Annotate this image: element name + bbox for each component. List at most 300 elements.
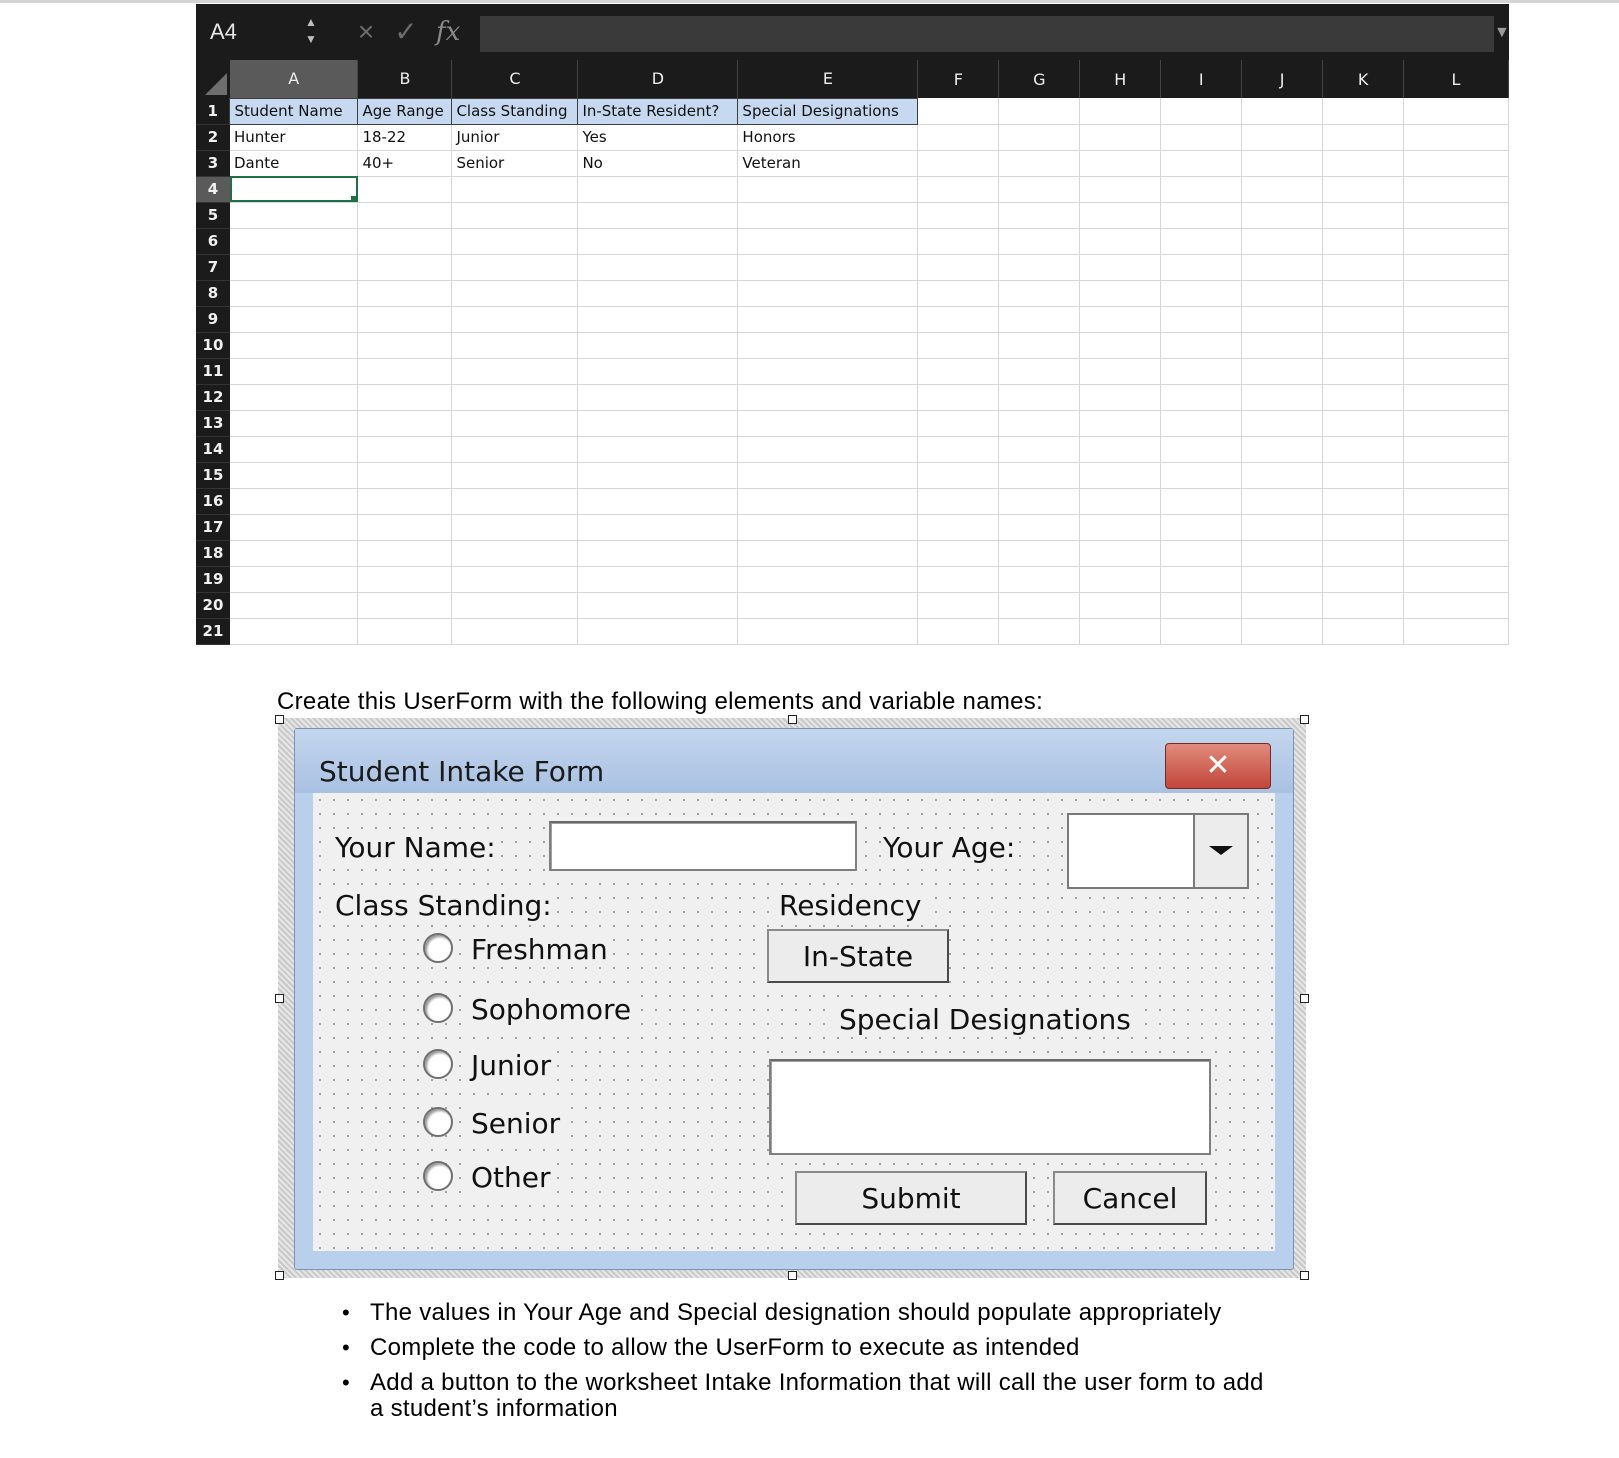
cell[interactable] (1242, 540, 1323, 566)
cell[interactable] (1161, 488, 1242, 514)
cell[interactable] (1161, 150, 1242, 176)
cell[interactable] (999, 384, 1080, 410)
cell[interactable] (358, 332, 452, 358)
cell[interactable] (999, 150, 1080, 176)
cell[interactable] (358, 176, 452, 202)
cell[interactable] (452, 332, 578, 358)
cell[interactable] (918, 384, 999, 410)
confirm-edit-icon[interactable]: ✓ (394, 16, 418, 47)
cell[interactable] (1080, 358, 1161, 384)
cell[interactable] (1404, 514, 1509, 540)
cell[interactable] (578, 332, 738, 358)
cell[interactable]: Senior (452, 150, 578, 176)
cell[interactable] (230, 540, 358, 566)
row-header[interactable]: 8 (196, 280, 230, 306)
cell[interactable] (1161, 254, 1242, 280)
cell[interactable] (452, 358, 578, 384)
cancel-button[interactable]: Cancel (1053, 1171, 1207, 1225)
cell[interactable] (230, 384, 358, 410)
column-header[interactable]: C (452, 60, 578, 98)
cell[interactable] (1242, 228, 1323, 254)
cell[interactable] (230, 254, 358, 280)
cell[interactable] (578, 514, 738, 540)
cell[interactable] (1242, 358, 1323, 384)
row-header[interactable]: 19 (196, 566, 230, 592)
cell[interactable] (578, 384, 738, 410)
cell[interactable] (1323, 488, 1404, 514)
cell[interactable] (918, 176, 999, 202)
row-header[interactable]: 18 (196, 540, 230, 566)
expand-formula-bar-icon[interactable]: ▼ (1494, 24, 1510, 41)
row-header[interactable]: 17 (196, 514, 230, 540)
cell[interactable] (1404, 410, 1509, 436)
cell[interactable] (452, 228, 578, 254)
cell[interactable] (230, 592, 358, 618)
cell[interactable] (1404, 436, 1509, 462)
cell[interactable] (1161, 514, 1242, 540)
cell[interactable] (1242, 618, 1323, 644)
cell[interactable] (1323, 150, 1404, 176)
resize-handle[interactable] (1300, 1271, 1309, 1280)
cell[interactable] (1242, 436, 1323, 462)
cell[interactable] (999, 98, 1080, 124)
cell[interactable] (1242, 176, 1323, 202)
cell[interactable] (1080, 462, 1161, 488)
column-header[interactable]: E (738, 60, 918, 98)
cell[interactable] (918, 150, 999, 176)
column-header[interactable]: I (1161, 60, 1242, 98)
cell[interactable] (1242, 488, 1323, 514)
cell[interactable] (918, 514, 999, 540)
cell[interactable] (1323, 332, 1404, 358)
column-header[interactable]: G (999, 60, 1080, 98)
cell[interactable] (1404, 566, 1509, 592)
cell[interactable] (1161, 384, 1242, 410)
row-header[interactable]: 5 (196, 202, 230, 228)
row-header[interactable]: 21 (196, 618, 230, 644)
cell[interactable] (738, 254, 918, 280)
cell[interactable] (1161, 176, 1242, 202)
cell[interactable] (1080, 514, 1161, 540)
cell[interactable] (918, 98, 999, 124)
cell[interactable] (738, 280, 918, 306)
name-box-stepper-icon[interactable]: ▲ ▼ (305, 15, 317, 46)
cell[interactable] (358, 280, 452, 306)
cell[interactable] (358, 436, 452, 462)
cell[interactable] (918, 436, 999, 462)
cell[interactable] (1080, 228, 1161, 254)
cell[interactable] (1242, 592, 1323, 618)
cell[interactable] (918, 462, 999, 488)
column-header[interactable]: K (1323, 60, 1404, 98)
cell[interactable] (738, 514, 918, 540)
cell[interactable] (1080, 618, 1161, 644)
row-header[interactable]: 16 (196, 488, 230, 514)
cell[interactable] (1242, 462, 1323, 488)
row-header[interactable]: 13 (196, 410, 230, 436)
cell[interactable] (358, 358, 452, 384)
cell[interactable] (1080, 488, 1161, 514)
cell[interactable] (1323, 280, 1404, 306)
cell[interactable] (1323, 202, 1404, 228)
cell[interactable] (999, 176, 1080, 202)
cell[interactable] (578, 566, 738, 592)
cell[interactable] (358, 254, 452, 280)
cell[interactable] (999, 332, 1080, 358)
cell[interactable] (358, 410, 452, 436)
cell[interactable] (1323, 254, 1404, 280)
cell[interactable] (738, 202, 918, 228)
cell[interactable] (999, 488, 1080, 514)
cell[interactable] (452, 488, 578, 514)
cell[interactable] (738, 462, 918, 488)
row-header[interactable]: 4 (196, 176, 230, 202)
cell[interactable] (1404, 98, 1509, 124)
cell[interactable] (1323, 384, 1404, 410)
cell[interactable] (1161, 228, 1242, 254)
cell[interactable] (1161, 462, 1242, 488)
cell[interactable] (1323, 124, 1404, 150)
cell[interactable] (1161, 202, 1242, 228)
cell[interactable] (1323, 410, 1404, 436)
cell[interactable] (1323, 566, 1404, 592)
cell[interactable] (738, 228, 918, 254)
cell[interactable] (918, 306, 999, 332)
cell[interactable] (1161, 358, 1242, 384)
cell[interactable] (999, 514, 1080, 540)
cell[interactable] (918, 566, 999, 592)
cell[interactable] (230, 566, 358, 592)
cell[interactable] (578, 228, 738, 254)
header-cell[interactable]: In-State Resident? (578, 98, 738, 124)
cell[interactable] (1323, 540, 1404, 566)
cell[interactable] (1242, 124, 1323, 150)
cell[interactable] (738, 488, 918, 514)
cell[interactable] (999, 566, 1080, 592)
cell[interactable] (452, 280, 578, 306)
cell[interactable] (230, 358, 358, 384)
cell[interactable] (999, 436, 1080, 462)
cell[interactable] (1080, 124, 1161, 150)
cell[interactable] (578, 488, 738, 514)
cell[interactable] (578, 462, 738, 488)
column-header[interactable]: L (1404, 60, 1509, 98)
radio-icon[interactable] (423, 1049, 453, 1079)
cell[interactable] (230, 618, 358, 644)
cell[interactable] (1161, 306, 1242, 332)
cell[interactable] (918, 332, 999, 358)
radio-icon[interactable] (423, 1161, 453, 1191)
cell[interactable] (999, 228, 1080, 254)
cell[interactable] (1080, 150, 1161, 176)
cell[interactable] (1242, 202, 1323, 228)
cell[interactable] (452, 436, 578, 462)
cell[interactable] (358, 514, 452, 540)
cell[interactable] (1161, 592, 1242, 618)
header-cell[interactable]: Age Range (358, 98, 452, 124)
cell[interactable] (1404, 150, 1509, 176)
cell[interactable] (1242, 332, 1323, 358)
cell[interactable] (230, 306, 358, 332)
cell[interactable] (230, 410, 358, 436)
cell[interactable] (999, 124, 1080, 150)
cell[interactable] (738, 384, 918, 410)
cell[interactable] (358, 384, 452, 410)
cell[interactable] (230, 436, 358, 462)
cell[interactable] (358, 618, 452, 644)
cell[interactable] (358, 540, 452, 566)
cell[interactable] (918, 124, 999, 150)
cell[interactable] (918, 618, 999, 644)
header-cell[interactable]: Class Standing (452, 98, 578, 124)
cell[interactable]: Yes (578, 124, 738, 150)
column-header[interactable]: F (918, 60, 999, 98)
column-header[interactable]: J (1242, 60, 1323, 98)
cell[interactable] (918, 410, 999, 436)
cell[interactable] (230, 332, 358, 358)
cell[interactable] (999, 592, 1080, 618)
cell[interactable] (738, 566, 918, 592)
cell[interactable] (358, 462, 452, 488)
close-button[interactable]: ✕ (1165, 743, 1271, 789)
cell[interactable] (1161, 618, 1242, 644)
cell[interactable]: Honors (738, 124, 918, 150)
cell[interactable] (230, 228, 358, 254)
cell[interactable] (738, 358, 918, 384)
cell[interactable] (1080, 384, 1161, 410)
cell[interactable] (1404, 540, 1509, 566)
cell[interactable] (1323, 592, 1404, 618)
cell[interactable] (358, 306, 452, 332)
cell[interactable] (578, 280, 738, 306)
cell[interactable] (999, 306, 1080, 332)
cell[interactable] (452, 202, 578, 228)
row-header[interactable]: 12 (196, 384, 230, 410)
cell[interactable] (1323, 98, 1404, 124)
cell[interactable] (918, 228, 999, 254)
your-age-combobox[interactable] (1067, 813, 1249, 889)
name-box[interactable]: A4 (210, 19, 237, 44)
cell[interactable] (1161, 124, 1242, 150)
cell[interactable] (738, 436, 918, 462)
row-header[interactable]: 1 (196, 98, 230, 124)
cell[interactable] (918, 202, 999, 228)
cell[interactable] (358, 592, 452, 618)
cell[interactable] (1080, 566, 1161, 592)
cell[interactable] (578, 410, 738, 436)
cell[interactable] (1242, 514, 1323, 540)
cell[interactable] (999, 280, 1080, 306)
cell[interactable] (230, 462, 358, 488)
resize-handle[interactable] (788, 1271, 797, 1280)
cell[interactable] (1404, 280, 1509, 306)
cell[interactable] (1323, 176, 1404, 202)
row-header[interactable]: 7 (196, 254, 230, 280)
cell[interactable] (1242, 150, 1323, 176)
cell[interactable]: Hunter (230, 124, 358, 150)
cell[interactable] (1323, 358, 1404, 384)
in-state-toggle-button[interactable]: In-State (767, 929, 949, 983)
cell[interactable] (1404, 384, 1509, 410)
active-cell[interactable] (230, 176, 358, 202)
cell[interactable] (738, 410, 918, 436)
cell[interactable] (1242, 280, 1323, 306)
cell[interactable] (738, 332, 918, 358)
cell[interactable]: No (578, 150, 738, 176)
cell[interactable] (999, 618, 1080, 644)
cell[interactable] (230, 488, 358, 514)
cell[interactable] (1161, 98, 1242, 124)
cell[interactable] (230, 514, 358, 540)
cell[interactable] (1242, 410, 1323, 436)
cell[interactable] (918, 592, 999, 618)
cell[interactable] (738, 540, 918, 566)
cell[interactable] (918, 254, 999, 280)
radio-icon[interactable] (423, 1107, 453, 1137)
cell[interactable] (1080, 280, 1161, 306)
cell[interactable] (452, 176, 578, 202)
cell[interactable] (1242, 98, 1323, 124)
cell[interactable] (1404, 228, 1509, 254)
cell[interactable] (1404, 124, 1509, 150)
cell[interactable] (452, 514, 578, 540)
radio-icon[interactable] (423, 993, 453, 1023)
cell[interactable]: Veteran (738, 150, 918, 176)
resize-handle[interactable] (275, 715, 284, 724)
cell[interactable] (1080, 202, 1161, 228)
cell[interactable] (1404, 488, 1509, 514)
cell[interactable] (1404, 592, 1509, 618)
column-header[interactable]: A (230, 60, 358, 98)
resize-handle[interactable] (275, 994, 284, 1003)
cell[interactable] (1161, 410, 1242, 436)
cell[interactable]: 40+ (358, 150, 452, 176)
cell[interactable]: 18-22 (358, 124, 452, 150)
cell[interactable] (918, 488, 999, 514)
cell[interactable] (738, 176, 918, 202)
cell[interactable] (452, 462, 578, 488)
cell[interactable] (738, 306, 918, 332)
cell[interactable]: Junior (452, 124, 578, 150)
cell[interactable] (1404, 306, 1509, 332)
cell[interactable] (230, 202, 358, 228)
cell[interactable] (1323, 514, 1404, 540)
insert-function-icon[interactable]: fx (436, 17, 461, 47)
header-cell[interactable]: Student Name (230, 98, 358, 124)
cell[interactable] (1404, 332, 1509, 358)
cell[interactable] (452, 592, 578, 618)
cell[interactable] (578, 540, 738, 566)
radio-icon[interactable] (423, 933, 453, 963)
cell[interactable] (578, 306, 738, 332)
cell[interactable] (1161, 566, 1242, 592)
cell[interactable] (999, 202, 1080, 228)
cell[interactable] (578, 592, 738, 618)
cell[interactable] (1242, 384, 1323, 410)
cell[interactable] (1080, 98, 1161, 124)
cell[interactable] (452, 306, 578, 332)
header-cell[interactable]: Special Designations (738, 98, 918, 124)
cell[interactable] (1404, 358, 1509, 384)
cell[interactable] (1404, 618, 1509, 644)
cell[interactable] (1323, 462, 1404, 488)
row-header[interactable]: 9 (196, 306, 230, 332)
resize-handle[interactable] (788, 715, 797, 724)
cell[interactable] (1161, 540, 1242, 566)
formula-input[interactable] (480, 16, 1494, 52)
cell[interactable] (452, 254, 578, 280)
column-header[interactable]: H (1080, 60, 1161, 98)
cell[interactable] (230, 280, 358, 306)
special-designations-input[interactable] (769, 1059, 1211, 1155)
cell[interactable] (1080, 306, 1161, 332)
chevron-down-icon[interactable] (1193, 815, 1247, 887)
cell[interactable] (1161, 332, 1242, 358)
cell[interactable] (1161, 280, 1242, 306)
cell[interactable] (918, 540, 999, 566)
cancel-edit-icon[interactable]: × (357, 16, 375, 47)
cell[interactable] (918, 280, 999, 306)
cell[interactable] (578, 436, 738, 462)
cell[interactable] (1323, 228, 1404, 254)
cell[interactable] (738, 592, 918, 618)
cell[interactable] (578, 254, 738, 280)
cell[interactable] (1161, 436, 1242, 462)
cell[interactable] (358, 228, 452, 254)
cell[interactable] (999, 462, 1080, 488)
submit-button[interactable]: Submit (795, 1171, 1027, 1225)
cell[interactable] (452, 410, 578, 436)
cell[interactable] (578, 618, 738, 644)
cell[interactable] (999, 540, 1080, 566)
cell[interactable] (358, 202, 452, 228)
your-name-input[interactable] (549, 821, 857, 871)
cell[interactable] (1323, 436, 1404, 462)
cell[interactable] (1404, 462, 1509, 488)
cell[interactable] (578, 202, 738, 228)
row-header[interactable]: 3 (196, 150, 230, 176)
row-header[interactable]: 11 (196, 358, 230, 384)
select-all-corner[interactable] (196, 60, 230, 98)
cell[interactable] (1080, 254, 1161, 280)
cell[interactable] (578, 358, 738, 384)
column-header[interactable]: D (578, 60, 738, 98)
column-header[interactable]: B (358, 60, 452, 98)
cell[interactable] (1242, 306, 1323, 332)
cell[interactable] (999, 358, 1080, 384)
cell[interactable] (452, 566, 578, 592)
resize-handle[interactable] (1300, 715, 1309, 724)
cell[interactable] (918, 358, 999, 384)
cell[interactable] (999, 410, 1080, 436)
cell[interactable] (452, 384, 578, 410)
cell[interactable] (1242, 254, 1323, 280)
cell[interactable] (1404, 176, 1509, 202)
cell[interactable] (738, 618, 918, 644)
cell[interactable] (452, 540, 578, 566)
cell[interactable] (1080, 410, 1161, 436)
cell[interactable] (1323, 306, 1404, 332)
cell[interactable] (1080, 540, 1161, 566)
cell[interactable] (1323, 618, 1404, 644)
row-header[interactable]: 14 (196, 436, 230, 462)
resize-handle[interactable] (1300, 994, 1309, 1003)
cell[interactable] (1404, 202, 1509, 228)
row-header[interactable]: 2 (196, 124, 230, 150)
cell[interactable]: Dante (230, 150, 358, 176)
cell[interactable] (358, 488, 452, 514)
cell[interactable] (578, 176, 738, 202)
